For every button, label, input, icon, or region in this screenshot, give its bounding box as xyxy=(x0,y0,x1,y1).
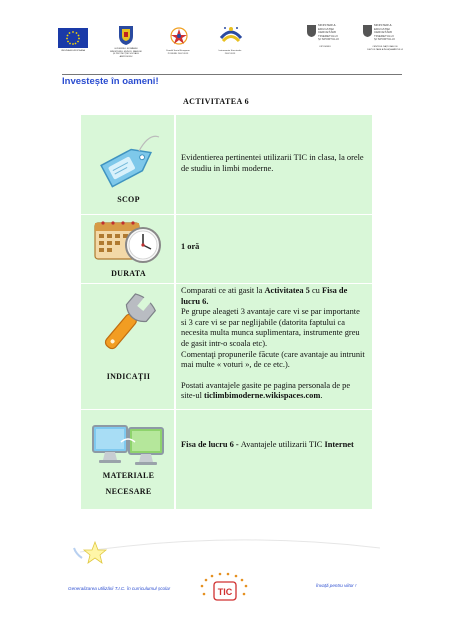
row-indicatii xyxy=(81,284,372,410)
internet-label: Internet xyxy=(324,440,354,449)
fse-star-icon xyxy=(168,26,190,46)
computer-monitors-icon xyxy=(91,420,167,472)
indicatii-label: INDICAȚII xyxy=(106,372,151,381)
ministry-crest-icon-1 xyxy=(306,24,317,38)
instruments-caption: Instrumente Structurale 2007-2013 xyxy=(218,50,242,55)
ministry-sub-2: CENTRUL NAȚIONAL DE DEZVOLTARE A ÎNVĂȚĂMÂNTULUI xyxy=(367,46,403,51)
durata-content xyxy=(176,215,372,283)
footer-right-caption: Învață pentru viitor ! xyxy=(316,583,357,588)
eu-caption: UNIUNEA EUROPEANĂ xyxy=(60,50,86,52)
p4-end: . xyxy=(320,391,323,401)
activity-table xyxy=(81,115,372,510)
eu-flag-icon xyxy=(58,28,88,48)
durata-cell xyxy=(81,215,176,283)
p1-text: Comparati ce ati gasit la xyxy=(181,286,265,295)
ministry-sub-1: OIPOSDRU xyxy=(319,46,331,48)
indicatii-p3: Comentaţi propunerile făcute (care avantaje au intrunit mai multe « voturi », de ce etc.). xyxy=(181,349,365,370)
indicatii-p2: Pe grupe aleageti 3 avantaje care vi se par importante si 3 care vi se par neglijabile (datorita faptului ca necesita multa munca suplimentara, instrumente greu de gasit intr-o scoala etc). xyxy=(181,307,360,348)
header-logos xyxy=(0,22,452,62)
footer-left-caption: Generalizarea utilizării T.I.C. în curriculumul școlar xyxy=(68,586,171,591)
header-divider xyxy=(62,74,402,75)
indicatii-content xyxy=(176,284,372,409)
row-scop xyxy=(81,115,372,215)
durata-label: DURATA xyxy=(111,269,146,278)
row-durata xyxy=(81,215,372,284)
scop-text: Evidentierea pertinentei utilizarii TIC in clasa, la orele de studiu in limbi moderne. xyxy=(181,153,364,173)
indicatii-cell xyxy=(81,284,176,409)
ministry-crest-icon-2 xyxy=(362,24,373,38)
worksheet-6-title: Fisa de lucru 6 - xyxy=(181,440,241,449)
worksheet-6-ref: Fisa de lucru 6. xyxy=(181,286,348,306)
materiale-label-1: MATERIALE xyxy=(102,471,155,480)
ministry-name-2: MINISTERUL EDUCAȚIEI CERCETĂRII TINERETULUI ȘI SPORTULUI xyxy=(374,23,395,41)
p4-text: Postati avantajele gasite pe pagina personala de pe site-ul xyxy=(181,380,351,401)
wrench-icon xyxy=(95,292,161,354)
indicatii-p1 xyxy=(181,286,366,307)
row-materiale xyxy=(81,410,372,510)
materiale-label-2: NECESARE xyxy=(105,487,152,496)
materiale-cell xyxy=(81,410,176,509)
durata-text: 1 oră xyxy=(181,242,200,251)
materiale-text xyxy=(181,440,366,451)
p1-conj: cu xyxy=(309,286,322,295)
scop-label: SCOP xyxy=(117,195,140,204)
site-link[interactable]: ticlimbimoderne.wikispaces.com xyxy=(204,391,321,401)
government-caption: GUVERNUL ROMÂNIEI MINISTERUL MUNCII, FAMILIEI ȘI PROTECȚIEI SOCIALE AMPOSDRU xyxy=(110,48,142,58)
structural-instruments-icon xyxy=(218,24,244,46)
activity-5-ref: Activitatea 5 xyxy=(264,286,310,295)
star-icon xyxy=(84,542,106,563)
materiale-desc: Avantajele utilizarii TIC xyxy=(240,440,325,449)
indicatii-text xyxy=(181,286,366,402)
scop-cell xyxy=(81,115,176,214)
calendar-clock-icon xyxy=(93,219,163,267)
tag-label-icon xyxy=(91,127,163,193)
coat-of-arms-icon xyxy=(118,24,134,46)
ministry-name-1: MINISTERUL EDUCAȚIEI CERCETĂRII TINERETULUI ȘI SPORTULUI xyxy=(318,23,339,41)
tic-logo-text: TIC xyxy=(217,587,233,597)
tagline: Investește în oameni! xyxy=(62,76,159,87)
tic-logo xyxy=(198,572,254,606)
scop-content xyxy=(176,115,372,214)
fse-caption: Fondul Social European POSDRU 2007-2013 xyxy=(166,50,190,55)
indicatii-p4 xyxy=(181,381,366,402)
materiale-content xyxy=(176,410,372,509)
activity-title: ACTIVITATEA 6 xyxy=(183,97,250,106)
